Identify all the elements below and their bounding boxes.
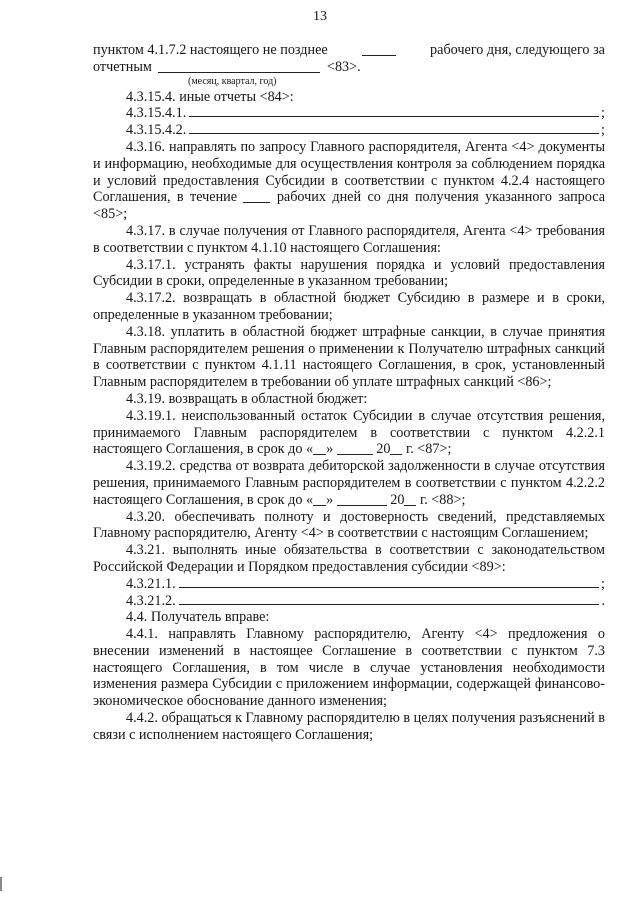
para-4-3-19-2-text: 4.3.19.2. средства от возврата дебиторской задолженности в случае отсутствия решения, принимаемого Главным распорядителем в соответствии с пунктом 4.2.2.2 настоящего Соглашения, в срок до « — [93, 458, 605, 508]
year-blank — [390, 441, 402, 455]
year-prefix: 20 — [376, 441, 391, 458]
intro-text-2a: отчетным — [93, 58, 152, 75]
scan-edge-mark — [0, 877, 2, 891]
para-4-3-16 — [93, 139, 605, 223]
line-end: ; — [601, 122, 605, 139]
year-blank — [404, 492, 416, 506]
label-4-3-21-2: 4.3.21.2. — [126, 592, 176, 609]
fill-line — [179, 586, 599, 588]
para-4-3-21-1 — [93, 576, 605, 593]
intro-line-2 — [93, 59, 605, 76]
days-blank — [362, 42, 396, 56]
para-4-3-17-1: 4.3.17.1. устранять факты нарушения порядка и условий предоставления Субсидии в сроки, определенные в указанном требовании; — [93, 256, 605, 290]
label-4-3-15-4-2: 4.3.15.4.2. — [126, 122, 187, 139]
label-4-3-15-4-1: 4.3.15.4.1. — [126, 105, 187, 122]
para-4-4-1: 4.4.1. направлять Главному распорядителю, Агенту <4> предложения о внесении изменений в настоящее Соглашение в соответствии с пунктом 7.3 настоящего Соглашения, в том числе в случае установления необходимости изменения размера Субсидии с приложением информации, содержащей финансово-экономическое обоснование данного изменения; — [93, 626, 605, 710]
para-4-3-15-4-2 — [93, 122, 605, 139]
para-4-3-17-2: 4.3.17.2. возвращать в областной бюджет Субсидию в размере и в сроки, определенные в указанном требовании; — [93, 290, 605, 323]
para-4-3-15-4-1 — [93, 105, 605, 122]
day-blank — [313, 441, 326, 455]
para-4-3-15-4: 4.3.15.4. иные отчеты <84>: — [126, 88, 294, 105]
month-blank — [337, 441, 373, 455]
month-blank — [337, 492, 387, 506]
para-4-3-21: 4.3.21. выполнять иные обязательства в соответствии с законодательством Российской Федерации и Порядком предоставления субсидии <89>: — [93, 542, 605, 575]
para-4-3-20: 4.3.20. обеспечивать полноту и достоверность сведений, представляемых Главному распорядителю, Агенту <4> в соответствии с настоящим Соглашением; — [93, 508, 605, 542]
para-4-4-2: 4.4.2. обращаться к Главному распорядителю в целях получения разъяснений в связи с исполнением настоящего Соглашения; — [93, 710, 605, 743]
fill-line — [179, 603, 600, 605]
period-blank — [158, 59, 320, 73]
para-4-3-19-1-text: 4.3.19.1. неиспользованный остаток Субсидии в случае отсутствия решения, принимаемого Главным распорядителем в соответствии с пунктом 4.2.2.1 настоящего Соглашения, в срок до « — [93, 407, 605, 458]
para-4-3-18: 4.3.18. уплатить в областной бюджет штрафные санкции, в случае принятия Главным распорядителем решения о применении к Получателю штрафных санкций в соответствии с пунктом 4.1.11 настоящего Соглашения, в срок, установленный Главным распорядителем в требовании об уплате штрафных санкций <86>; — [93, 323, 605, 391]
day-blank — [313, 492, 326, 506]
para-4-3-19-1-tail: г. <87>; — [405, 441, 452, 458]
days-count-blank — [243, 189, 270, 203]
intro-text-1a: пунктом 4.1.7.2 настоящего не позднее — [93, 42, 328, 58]
intro-text-2b: <83>. — [326, 58, 361, 75]
quote-close: » — [326, 441, 334, 458]
quote-close: » — [326, 491, 334, 508]
para-4-3-16-tail: рабочих дней со дня получения указанного запроса <85>; — [93, 189, 605, 223]
year-prefix: 20 — [390, 491, 405, 508]
para-4-3-21-2 — [93, 593, 605, 610]
intro-line-1 — [93, 42, 605, 59]
period-caption: (месяц, квартал, год) — [188, 75, 277, 87]
intro-text-1b: рабочего дня, следующего за — [430, 42, 605, 58]
line-end: ; — [601, 575, 605, 592]
para-4-3-16-text: 4.3.16. направлять по запросу Главного распорядителя, Агента <4> документы и информацию, необходимые для осуществления контроля за соблюдением порядка и условий предоставления Субсидии в соответствии с пунктом 4.2.4 настоящего Соглашения, в течение — [93, 138, 605, 206]
document-body — [93, 42, 605, 744]
para-4-3-17: 4.3.17. в случае получения от Главного распорядителя, Агента <4> требования в соответствии с пунктом 4.1.10 настоящего Соглашения: — [93, 222, 605, 256]
para-4-4: 4.4. Получатель вправе: — [126, 609, 270, 626]
para-4-3-19-2-tail: г. — [419, 491, 428, 508]
fill-line — [189, 132, 599, 134]
label-4-3-21-1: 4.3.21.1. — [126, 575, 176, 592]
page-number: 13 — [313, 9, 327, 24]
para-4-3-19-2-note: <88>; — [431, 491, 466, 508]
para-4-3-19-2 — [93, 458, 605, 508]
para-4-3-19: 4.3.19. возвращать в областной бюджет: — [126, 390, 368, 407]
line-end: ; — [601, 105, 605, 122]
fill-line — [189, 115, 599, 117]
para-4-3-19-1 — [93, 408, 605, 458]
line-end: . — [601, 592, 605, 609]
